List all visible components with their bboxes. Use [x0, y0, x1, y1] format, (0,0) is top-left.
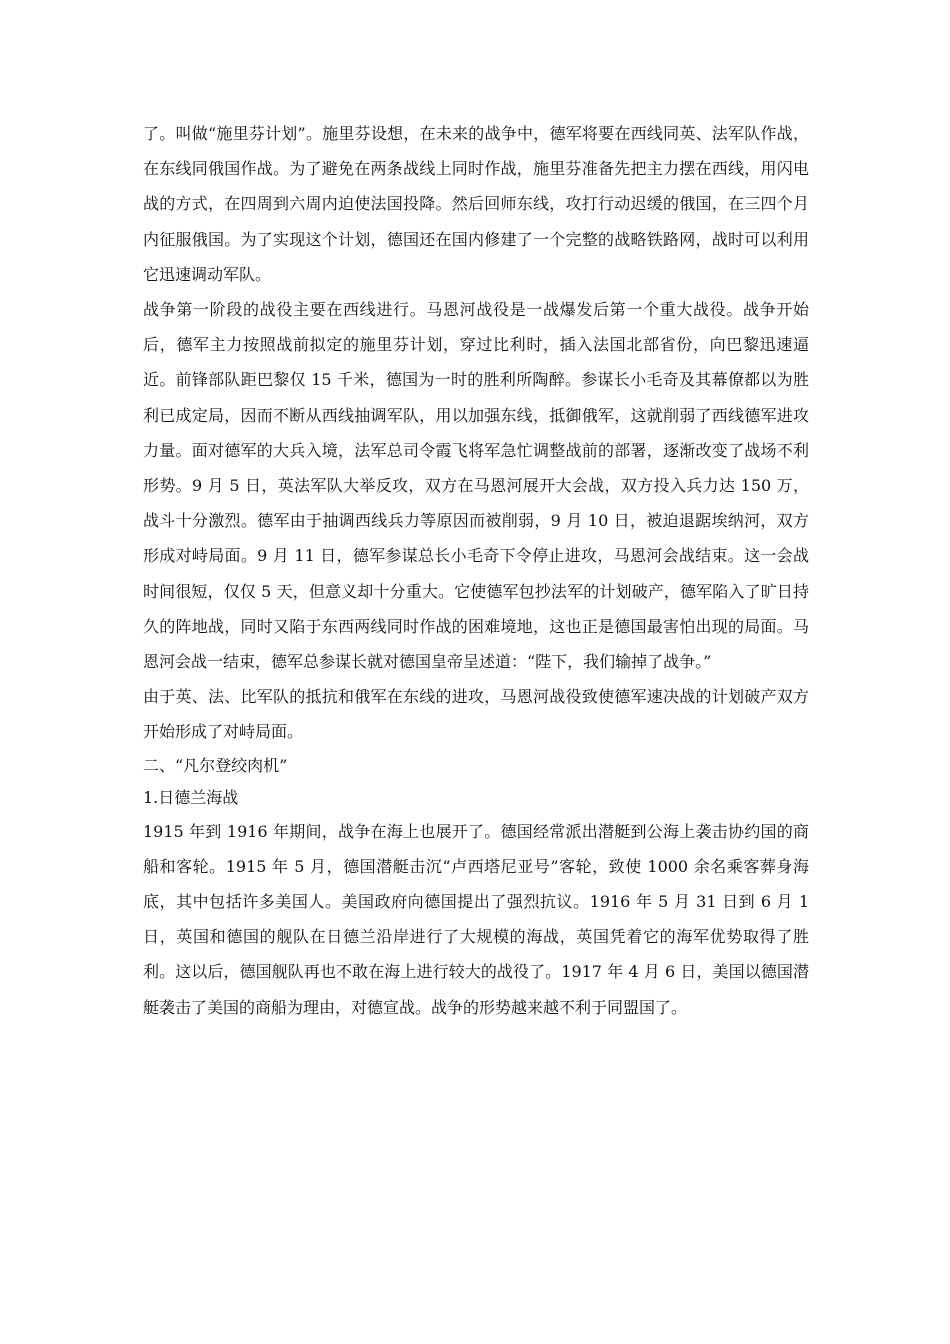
paragraph-schlieffen-plan: 了。叫做“施里芬计划”。施里芬设想，在未来的战争中，德军将要在西线同英、法军队作战，在东线同俄国作战。为了避免在两条战线上同时作战，施里芬准备先把主力摆在西线，用闪电战的方式，在四周到六周内迫使法国投降。然后回师东线，攻打行动迟缓的俄国，在三四个月内征服俄国。为了实现这个计划，德国还在国内修建了一个完整的战略铁路网，战时可以利用它迅速调动军队。: [143, 124, 809, 284]
paragraph-naval-war: 1915 年到 1916 年期间，战争在海上也展开了。德国经常派出潜艇到公海上袭击协约国的商船和客轮。1915 年 5 月，德国潜艇击沉“卢西塔尼亚号”客轮，致使 1000 余名乘客葬身海底，其中包括许多美国人。美国政府向德国提出了强烈抗议。1916 年 5 月 31 日到 6 月 1 日，英国和德国的舰队在日德兰沿岸进行了大规模的海战，英国凭着它的海军优势取得了胜利。这以后，德国舰队再也不敢在海上进行较大的战役了。1917 年 4 月 6 日，美国以德国潜艇袭击了美国的商船为理由，对德宣战。战争的形势越来越不利于同盟国了。: [143, 821, 809, 1017]
section-heading-verdun: 二、“凡尔登绞肉机”: [143, 755, 288, 775]
paragraph-battle-of-marne: 战争第一阶段的战役主要在西线进行。马恩河战役是一战爆发后第一个重大战役。战争开始后，德军主力按照战前拟定的施里芬计划，穿过比利时，插入法国北部省份，向巴黎迅速逼近。前锋部队距巴黎仅 15 千米，德国为一时的胜利所陶醉。参谋长小毛奇及其幕僚都以为胜利已成定局，因而不断从西线抽调军队，用以加强东线，抵御俄军，这就削弱了西线德军进攻力量。面对德军的大兵入境，法军总司令霞飞将军急忙调整战前的部署，逐渐改变了战场不利形势。9 月 5 日，英法军队大举反攻，双方在马恩河展开大会战，双方投入兵力达 150 万，战斗十分激烈。德军由于抽调西线兵力等原因而被削弱，9 月 10 日，被迫退踞埃纳河，双方形成对峙局面。9 月 11 日，德军参谋总长小毛奇下令停止进攻，马恩河会战结束。这一会战时间很短，仅仅 5 天，但意义却十分重大。它使德军包抄法军的计划破产，德军陷入了旷日持久的阵地战，同时又陷于东西两线同时作战的困难境地，这也正是德国最害怕出现的局面。马恩河会战一结束，德军总参谋长就对德国皇帝呈述道：“陛下，我们输掉了战争。”: [143, 300, 809, 672]
paragraph-stalemate: 由于英、法、比军队的抵抗和俄军在东线的进攻，马恩河战役致使德军速决战的计划破产双方开始形成了对峙局面。: [143, 687, 809, 742]
document-page: [143, 116, 809, 1025]
subheading-jutland: 1.日德兰海战: [143, 787, 239, 807]
